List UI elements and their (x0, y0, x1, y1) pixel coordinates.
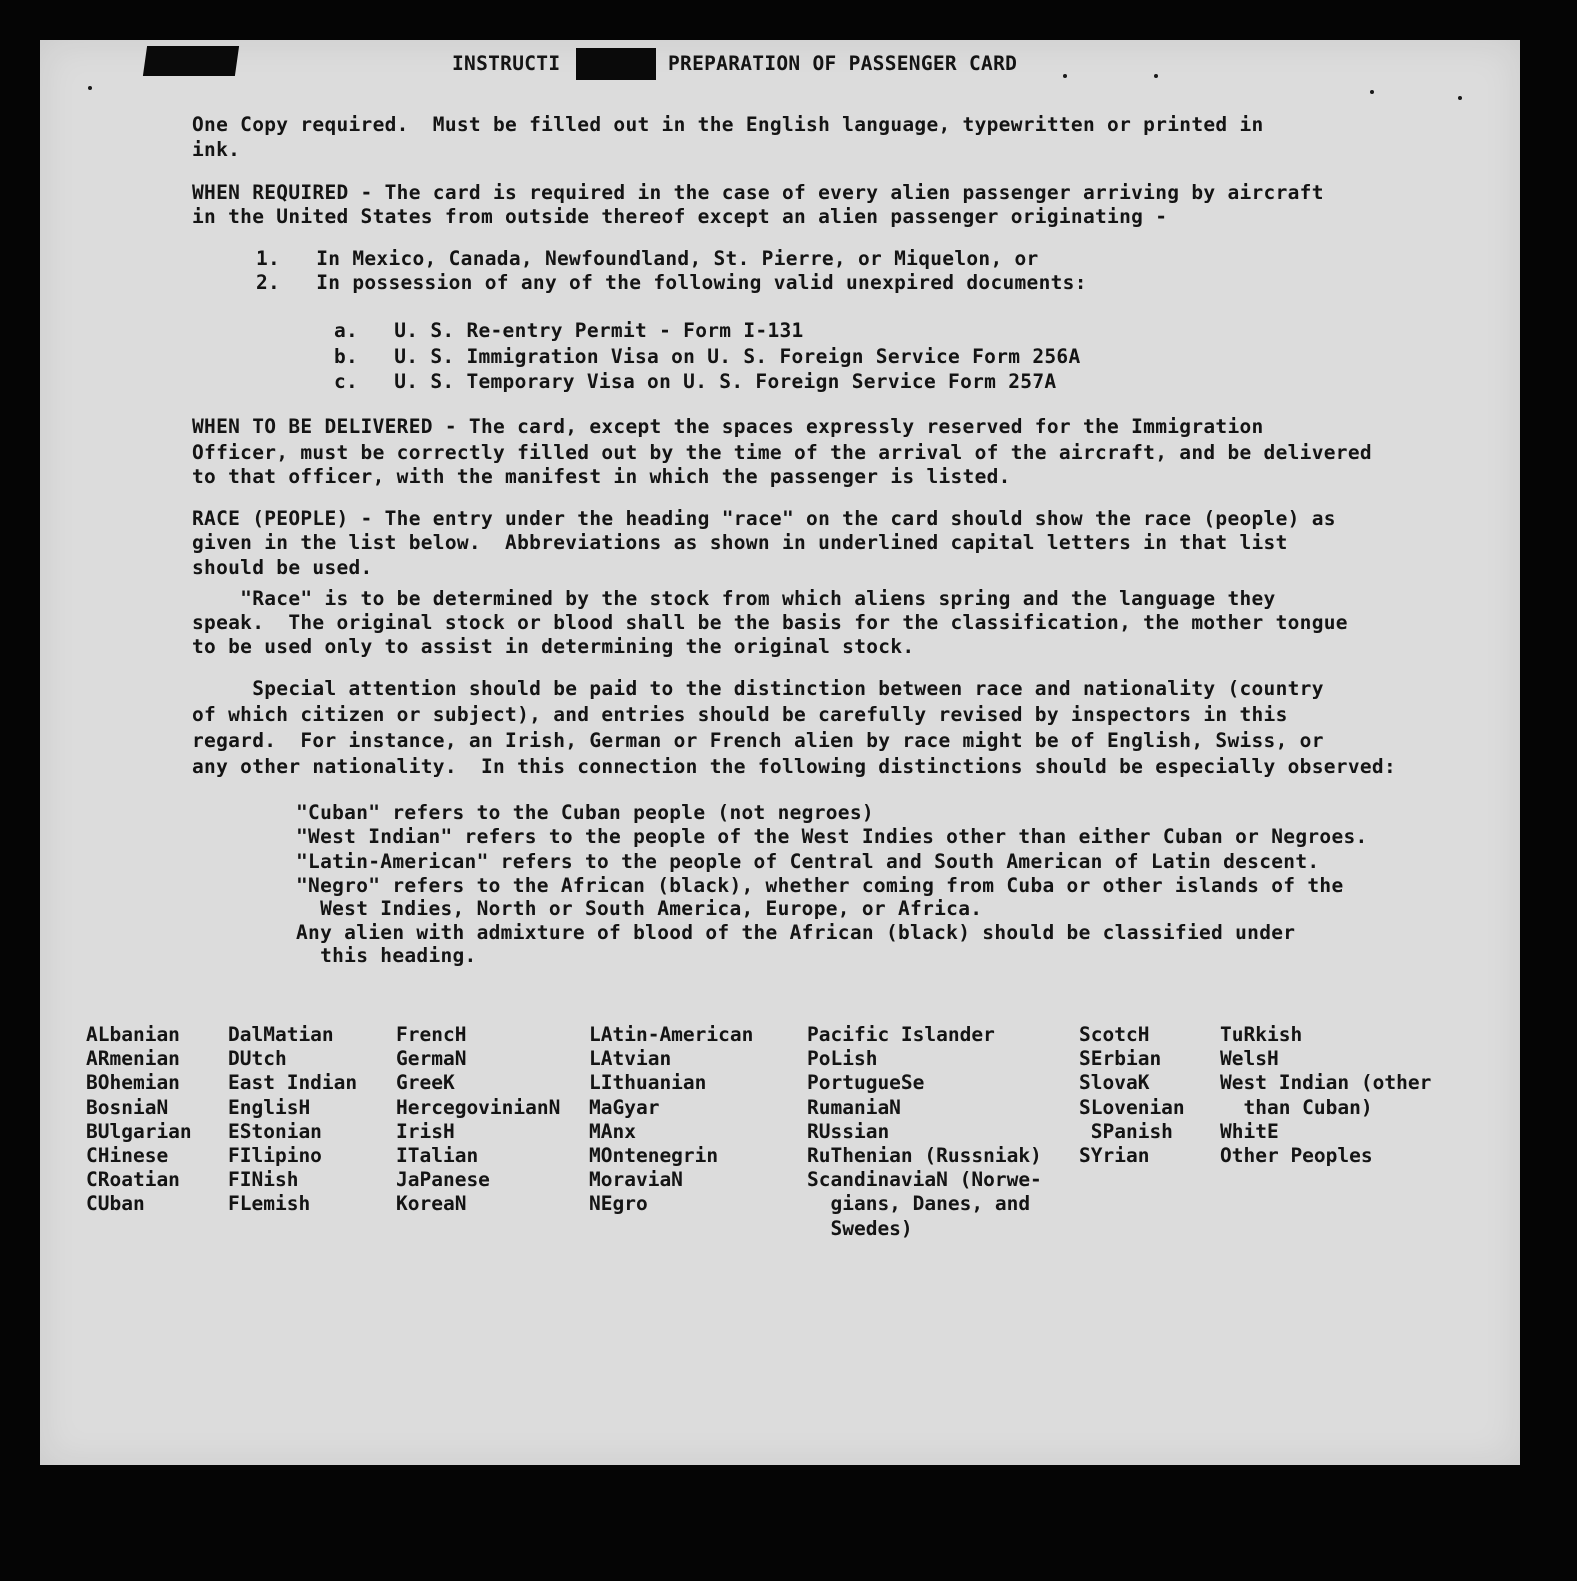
race-entry: SLovenian (1079, 1095, 1185, 1119)
race-entry: LIthuanian (589, 1071, 707, 1095)
race-entry: RuThenian (Russniak) (807, 1144, 1042, 1167)
document-item-c: c. U. S. Temporary Visa on U. S. Foreign Service Form 257A (334, 370, 1057, 393)
distinction-7: this heading. (296, 944, 477, 967)
when-delivered-line-3: to that officer, with the manifest in which the passenger is listed. (192, 465, 1011, 488)
race-entry: ARmenian (86, 1047, 180, 1071)
race-entry: ScotcH (1079, 1023, 1150, 1046)
race-entry: LAtin-American (589, 1023, 754, 1046)
race-intro-line-1: RACE (PEOPLE) - The entry under the heading "race" on the card should show the race (people) as (192, 507, 1336, 530)
race-entry: FLemish (228, 1192, 311, 1216)
header-left: INSTRUCTI (452, 52, 561, 75)
numbered-item-1: 1. In Mexico, Canada, Newfoundland, St. Pierre, or Miquelon, or (256, 247, 1039, 270)
race-entry: EnglisH (228, 1095, 311, 1119)
race-entry: NEgro (589, 1192, 648, 1216)
distinction-1: "Cuban" refers to the Cuban people (not negroes) (296, 801, 874, 824)
race-entry: BosniaN (86, 1095, 169, 1119)
redaction-mark-center (576, 48, 656, 80)
race-entry: PortugueSe (807, 1071, 925, 1095)
race-entry: Other Peoples (1220, 1144, 1373, 1167)
special-line-3: regard. For instance, an Irish, German or French alien by race might be of English, Swiss, or (192, 729, 1324, 752)
race-entry: MoraviaN (589, 1168, 683, 1192)
race-entry: SYrian (1079, 1144, 1150, 1167)
distinction-4: "Negro" refers to the African (black), whether coming from Cuba or other islands of the (296, 874, 1344, 897)
race-entry: MAnx (589, 1119, 636, 1143)
race-entry: RUssian (807, 1119, 890, 1143)
distinction-3: "Latin-American" refers to the people of Central and South American of Latin descent. (296, 850, 1320, 873)
ink-speck (1154, 74, 1158, 78)
ink-speck (1370, 90, 1374, 94)
race-entry: SlovaK (1079, 1071, 1150, 1095)
document-page (40, 40, 1520, 1465)
when-required-line-2: in the United States from outside thereof except an alien passenger originating - (192, 205, 1168, 228)
race-entry: West Indian (other (1220, 1071, 1432, 1095)
special-line-1: Special attention should be paid to the distinction between race and nationality (country (192, 677, 1324, 700)
race-entry: IrisH (396, 1119, 455, 1143)
race-entry: WelsH (1220, 1047, 1279, 1071)
race-entry: SPanish (1079, 1119, 1173, 1143)
race-entry: ITalian (396, 1144, 479, 1167)
race-entry: CUban (86, 1192, 145, 1216)
race-entry: DUtch (228, 1047, 287, 1071)
when-delivered-line-1: WHEN TO BE DELIVERED - The card, except the spaces expressly reserved for the Immigration (192, 415, 1264, 438)
ink-speck (1458, 96, 1462, 100)
race-entry: WhitE (1220, 1119, 1279, 1143)
race-entry: LAtvian (589, 1047, 672, 1071)
intro-line-1: One Copy required. Must be filled out in the English language, typewritten or printed in (192, 113, 1264, 136)
race-entry: RumaniaN (807, 1095, 901, 1119)
race-entry: HercegovinianN (396, 1095, 561, 1119)
distinction-2: "West Indian" refers to the people of the West Indies other than either Cuban or Negroes. (296, 825, 1368, 848)
distinction-5: West Indies, North or South America, Europe, or Africa. (296, 897, 983, 920)
distinction-6: Any alien with admixture of blood of the African (black) should be classified under (296, 921, 1296, 944)
race-entry: CHinese (86, 1144, 169, 1167)
redaction-mark-left (143, 46, 239, 76)
numbered-item-2: 2. In possession of any of the following valid unexpired documents: (256, 271, 1087, 294)
race-entry: PoLish (807, 1047, 878, 1071)
document-item-a: a. U. S. Re-entry Permit - Form I-131 (334, 319, 804, 342)
race-entry: CRoatian (86, 1168, 180, 1192)
when-delivered-line-2: Officer, must be correctly filled out by the time of the arrival of the aircraft, and be delivered (192, 441, 1372, 464)
race-intro-line-3: should be used. (192, 556, 373, 579)
race-entry: TuRkish (1220, 1023, 1303, 1046)
race-entry: East Indian (228, 1071, 358, 1095)
special-line-4: any other nationality. In this connection the following distinctions should be especially observed: (192, 755, 1396, 778)
race-entry: ALbanian (86, 1023, 180, 1046)
race-entry: EStonian (228, 1119, 322, 1143)
race-entry: Pacific Islander (807, 1023, 995, 1046)
race-entry: MOntenegrin (589, 1144, 719, 1167)
race-entry: FINish (228, 1168, 299, 1192)
race-entry: BOhemian (86, 1071, 180, 1095)
when-required-line-1: WHEN REQUIRED - The card is required in the case of every alien passenger arriving by aircraft (192, 181, 1324, 204)
race-entry: GreeK (396, 1071, 455, 1095)
race-entry: KoreaN (396, 1192, 467, 1216)
race-entry: GermaN (396, 1047, 467, 1071)
race-def-line-2: speak. The original stock or blood shall be the basis for the classification, the mother tongue (192, 611, 1348, 634)
special-line-2: of which citizen or subject), and entries should be carefully revised by inspectors in this (192, 703, 1288, 726)
race-intro-line-2: given in the list below. Abbreviations as shown in underlined capital letters in that list (192, 531, 1288, 554)
race-entry: Swedes) (807, 1216, 913, 1240)
race-entry: FrencH (396, 1023, 467, 1046)
intro-line-2: ink. (192, 138, 241, 161)
race-def-line-3: to be used only to assist in determining the original stock. (192, 635, 915, 658)
race-entry: FIlipino (228, 1144, 322, 1167)
race-entry: DalMatian (228, 1023, 334, 1046)
race-entry: SErbian (1079, 1047, 1162, 1071)
ink-speck (1063, 74, 1067, 78)
header-title: PREPARATION OF PASSENGER CARD (668, 52, 1018, 75)
race-def-line-1: "Race" is to be determined by the stock from which aliens spring and the language they (192, 587, 1276, 610)
race-entry: ScandinaviaN (Norwe- (807, 1168, 1042, 1192)
race-entry: gians, Danes, and (807, 1192, 1031, 1216)
race-entry: BUlgarian (86, 1119, 192, 1143)
race-entry: JaPanese (396, 1168, 490, 1192)
race-entry: MaGyar (589, 1095, 660, 1119)
ink-speck (88, 86, 92, 90)
document-item-b: b. U. S. Immigration Visa on U. S. Foreign Service Form 256A (334, 345, 1081, 368)
race-entry: than Cuban) (1220, 1095, 1373, 1119)
